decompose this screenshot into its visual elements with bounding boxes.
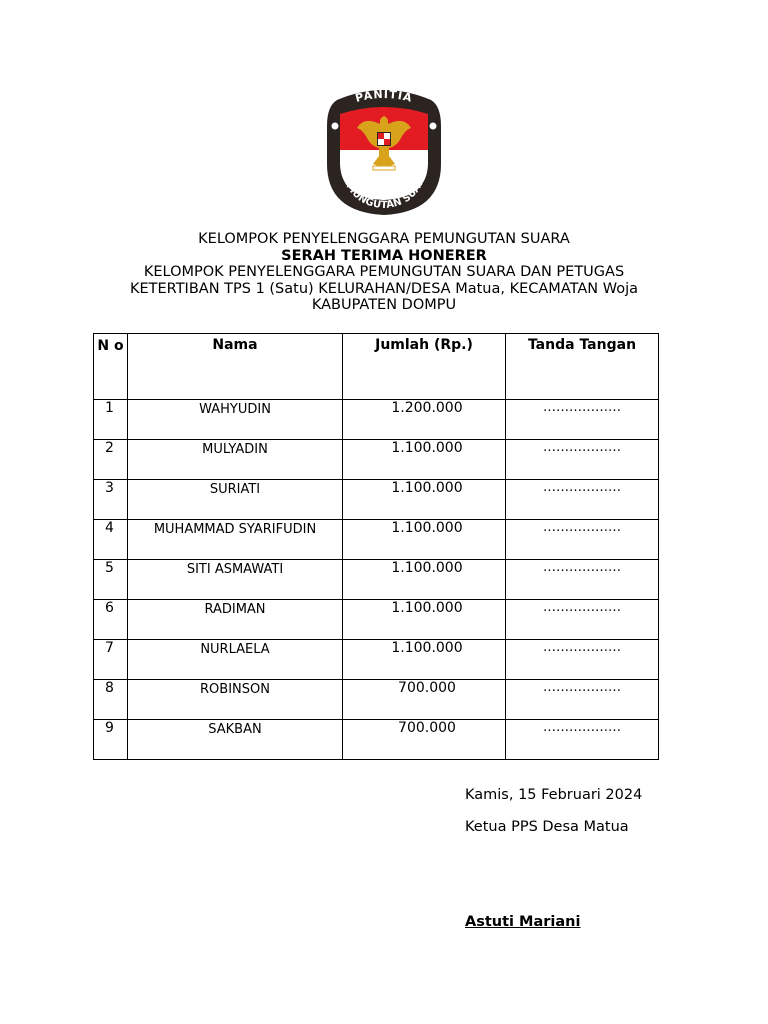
cell-nama: SAKBAN xyxy=(128,720,343,760)
signer-name: Astuti Mariani xyxy=(465,914,581,930)
cell-jumlah: 1.200.000 xyxy=(343,400,506,440)
cell-tanda-tangan: ……………… xyxy=(506,560,659,600)
cell-nama: RADIMAN xyxy=(128,600,343,640)
table-row xyxy=(94,720,659,760)
cell-tanda-tangan: ……………… xyxy=(506,720,659,760)
cell-no: 6 xyxy=(94,600,128,640)
cell-jumlah: 1.100.000 xyxy=(343,560,506,600)
cell-tanda-tangan: ……………… xyxy=(506,640,659,680)
cell-jumlah: 700.000 xyxy=(343,680,506,720)
cell-tanda-tangan: ……………… xyxy=(506,440,659,480)
svg-text:PEMUNGUTAN SUARA: PEMUNGUTAN SUARA xyxy=(338,169,430,212)
document-heading xyxy=(80,231,688,314)
cell-nama: SURIATI xyxy=(128,480,343,520)
cell-no: 2 xyxy=(94,440,128,480)
table-row xyxy=(94,400,659,440)
honor-table xyxy=(93,333,659,760)
heading-line-5: KABUPATEN DOMPU xyxy=(311,297,457,314)
cell-no: 9 xyxy=(94,720,128,760)
table-row xyxy=(94,560,659,600)
cell-no: 3 xyxy=(94,480,128,520)
header-nama: Nama xyxy=(128,334,343,400)
cell-jumlah: 1.100.000 xyxy=(343,640,506,680)
table-row xyxy=(94,520,659,560)
document-title: SERAH TERIMA HONERER xyxy=(281,247,487,264)
heading-line-3: KELOMPOK PENYELENGGARA PEMUNGUTAN SUARA DAN PETUGAS xyxy=(143,264,625,281)
cell-nama: MUHAMMAD SYARIFUDIN xyxy=(128,520,343,560)
heading-line-4: KETERTIBAN TPS 1 (Satu) KELURAHAN/DESA Matua, KECAMATAN Woja xyxy=(129,280,638,297)
svg-text:PANITIA: PANITIA xyxy=(353,87,415,105)
cell-tanda-tangan: ……………… xyxy=(506,480,659,520)
cell-no: 5 xyxy=(94,560,128,600)
cell-nama: WAHYUDIN xyxy=(128,400,343,440)
table-row xyxy=(94,600,659,640)
cell-nama: MULYADIN xyxy=(128,440,343,480)
cell-jumlah: 1.100.000 xyxy=(343,480,506,520)
cell-jumlah: 1.100.000 xyxy=(343,440,506,480)
table-row xyxy=(94,640,659,680)
table-row xyxy=(94,440,659,480)
cell-nama: SITI ASMAWATI xyxy=(128,560,343,600)
cell-no: 8 xyxy=(94,680,128,720)
cell-jumlah: 1.100.000 xyxy=(343,520,506,560)
cell-no: 4 xyxy=(94,520,128,560)
kpps-logo xyxy=(323,86,445,216)
cell-tanda-tangan: ……………… xyxy=(506,400,659,440)
header-jumlah: Jumlah (Rp.) xyxy=(343,334,506,400)
cell-jumlah: 1.100.000 xyxy=(343,600,506,640)
table-row xyxy=(94,680,659,720)
cell-tanda-tangan: ……………… xyxy=(506,680,659,720)
cell-jumlah: 700.000 xyxy=(343,720,506,760)
cell-nama: ROBINSON xyxy=(128,680,343,720)
cell-tanda-tangan: ……………… xyxy=(506,520,659,560)
heading-line-1: KELOMPOK PENYELENGGARA PEMUNGUTAN SUARA xyxy=(198,231,570,247)
cell-no: 7 xyxy=(94,640,128,680)
header-tanda-tangan: Tanda Tangan xyxy=(506,334,659,400)
signer-position: Ketua PPS Desa Matua xyxy=(465,819,629,835)
table-header-row xyxy=(94,334,659,400)
cell-tanda-tangan: ……………… xyxy=(506,600,659,640)
header-no: N o xyxy=(94,334,128,400)
table-row xyxy=(94,480,659,520)
cell-no: 1 xyxy=(94,400,128,440)
place-date: Kamis, 15 Februari 2024 xyxy=(465,787,643,803)
cell-nama: NURLAELA xyxy=(128,640,343,680)
